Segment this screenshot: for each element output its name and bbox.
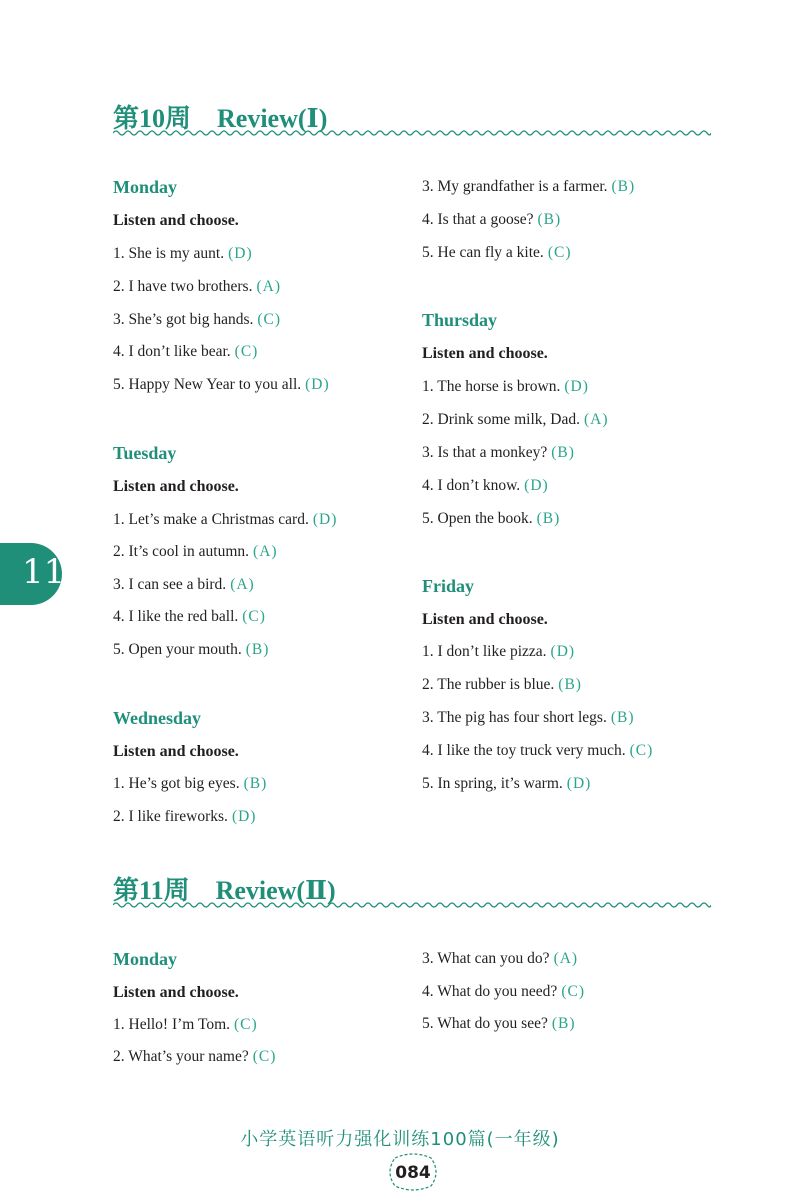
list-item: 4. Is that a goose? (B) [422,211,562,228]
list-item: 5. In spring, it’s warm. (D) [422,775,592,792]
day-heading-monday: Monday [113,177,178,197]
instruction: Listen and choose. [422,611,548,628]
list-item: 2. It’s cool in autumn. (A) [113,543,278,560]
list-item: 3. I can see a bird. (A) [113,576,255,593]
week-number: 第11周 [113,876,190,905]
list-item: 5. Happy New Year to you all. (D) [113,376,330,393]
review-label: Review(Ⅰ) [217,104,328,133]
answer: (C) [547,244,572,261]
answer: (B) [537,211,562,228]
answer: (C) [242,608,266,625]
list-item: 4. I don’t know. (D) [422,477,549,494]
day-heading-tuesday: Tuesday [113,443,177,463]
answer: (B) [551,1015,576,1032]
answer: (D) [305,376,330,393]
answer: (A) [584,411,609,428]
answer: (D) [524,477,549,494]
list-item: 1. He’s got big eyes. (B) [113,775,268,792]
answer: (A) [230,576,255,593]
wavy-divider [113,900,711,910]
instruction: Listen and choose. [113,743,239,760]
list-item: 1. Let’s make a Christmas card. (D) [113,511,338,528]
list-item: 2. What’s your name? (C) [113,1048,277,1065]
answer: (C) [257,311,282,328]
list-item: 5. He can fly a kite. (C) [422,244,572,261]
list-item: 3. Is that a monkey? (B) [422,444,575,461]
day-heading-wednesday: Wednesday [113,708,202,728]
list-item: 4. I don’t like bear. (C) [113,343,259,360]
list-item: 5. Open your mouth. (B) [113,641,270,658]
day-heading-thursday: Thursday [422,310,498,330]
answer: (B) [611,178,636,195]
list-item: 4. I like the red ball. (C) [113,608,266,625]
review-label: Review(Ⅱ) [215,876,336,905]
answer: (B) [245,641,270,658]
list-item: 2. Drink some milk, Dad. (A) [422,411,609,428]
instruction: Listen and choose. [422,345,548,362]
answer: (C) [234,343,259,360]
list-item: 4. I like the toy truck very much. (C) [422,742,654,759]
answer: (B) [551,444,575,461]
list-item: 3. The pig has four short legs. (B) [422,709,635,726]
answer: (C) [234,1016,258,1033]
instruction: Listen and choose. [113,984,239,1001]
answer: (D) [550,643,576,660]
answer: (C) [629,742,654,759]
list-item: 3. What can you do? (A) [422,950,579,967]
answer: (A) [553,950,579,967]
answer: (D) [231,808,257,825]
list-item: 1. Hello! I’m Tom. (C) [113,1016,258,1033]
instruction: Listen and choose. [113,212,239,229]
list-item: 2. I have two brothers. (A) [113,278,281,295]
list-item: 1. She is my aunt. (D) [113,245,253,262]
answer: (A) [253,543,278,560]
list-item: 2. The rubber is blue. (B) [422,676,582,693]
answer: (D) [566,775,592,792]
list-item: 3. My grandfather is a farmer. (B) [422,178,636,195]
footer-title: 小学英语听力强化训练100篇(一年级) [240,1129,560,1150]
list-item: 1. I don’t like pizza. (D) [422,643,576,660]
answer: (D) [228,245,253,262]
answer: (D) [312,511,338,528]
answer: (B) [558,676,582,693]
instruction: Listen and choose. [113,478,239,495]
answer: (C) [561,983,585,1000]
side-tab-number: 11 [22,552,66,592]
list-item: 1. The horse is brown. (D) [422,378,589,395]
day-heading-monday: Monday [113,949,178,969]
list-item: 5. What do you see? (B) [422,1015,576,1032]
page-number: 084 [395,1163,431,1183]
list-item: 4. What do you need? (C) [422,983,585,1000]
wavy-divider [113,128,711,138]
answer: (B) [243,775,268,792]
day-heading-friday: Friday [422,576,474,596]
answer: (B) [536,510,561,527]
answer: (D) [564,378,589,395]
list-item: 2. I like fireworks. (D) [113,808,257,825]
list-item: 5. Open the book. (B) [422,510,561,527]
list-item: 3. She’s got big hands. (C) [113,311,282,328]
week-number: 第10周 [113,104,192,133]
answer: (A) [256,278,281,295]
answer: (C) [252,1048,277,1065]
answer: (B) [610,709,635,726]
